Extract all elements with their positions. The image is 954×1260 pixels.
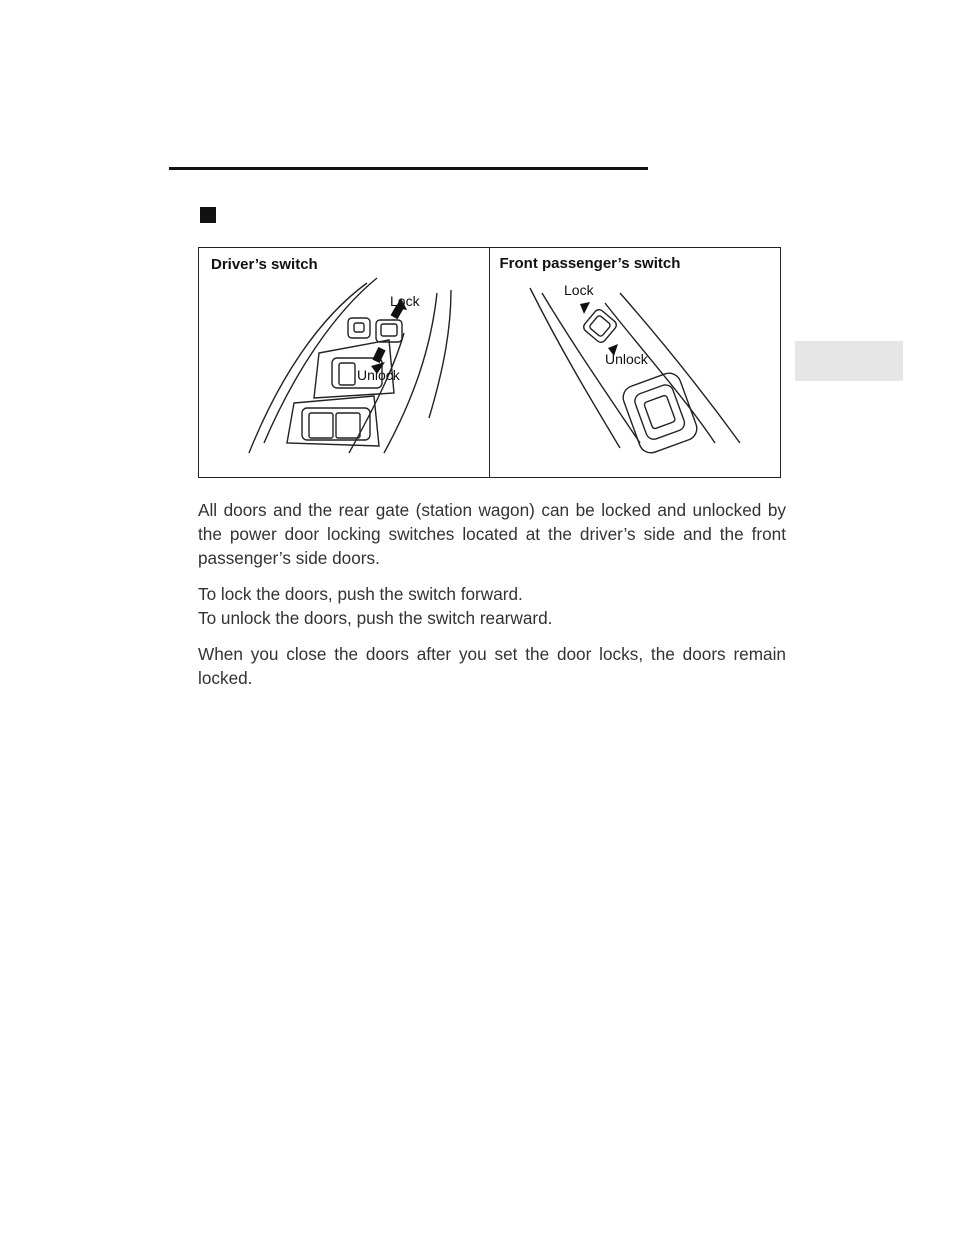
driver-lock-label: Lock xyxy=(390,293,420,309)
driver-switch-panel xyxy=(199,248,490,477)
section-bullet-square xyxy=(200,207,216,223)
driver-switch-title: Driver’s switch xyxy=(211,256,318,273)
door-lock-switch-figure xyxy=(198,247,781,478)
paragraph-lock-unlock-instructions xyxy=(198,582,786,630)
passenger-switch-illustration xyxy=(490,248,781,479)
driver-switch-illustration xyxy=(199,248,490,479)
chapter-side-tab xyxy=(795,341,903,381)
passenger-switch-panel xyxy=(490,248,781,477)
lock-instruction: To lock the doors, push the switch forward. xyxy=(198,584,523,604)
section-rule xyxy=(169,167,648,170)
unlock-instruction: To unlock the doors, push the switch rearward. xyxy=(198,608,553,628)
driver-unlock-label: Unlock xyxy=(357,367,400,383)
paragraph-power-door-locks: All doors and the rear gate (station wagon) can be locked and unlocked by the power door locking switches located at the driver’s side and the front passenger’s side doors. xyxy=(198,500,786,568)
paragraph-doors-remain-locked: When you close the doors after you set the door locks, the doors remain locked. xyxy=(198,644,786,688)
passenger-unlock-label: Unlock xyxy=(604,351,648,367)
passenger-switch-title: Front passenger’s switch xyxy=(499,255,681,272)
passenger-lock-label: Lock xyxy=(563,282,594,298)
